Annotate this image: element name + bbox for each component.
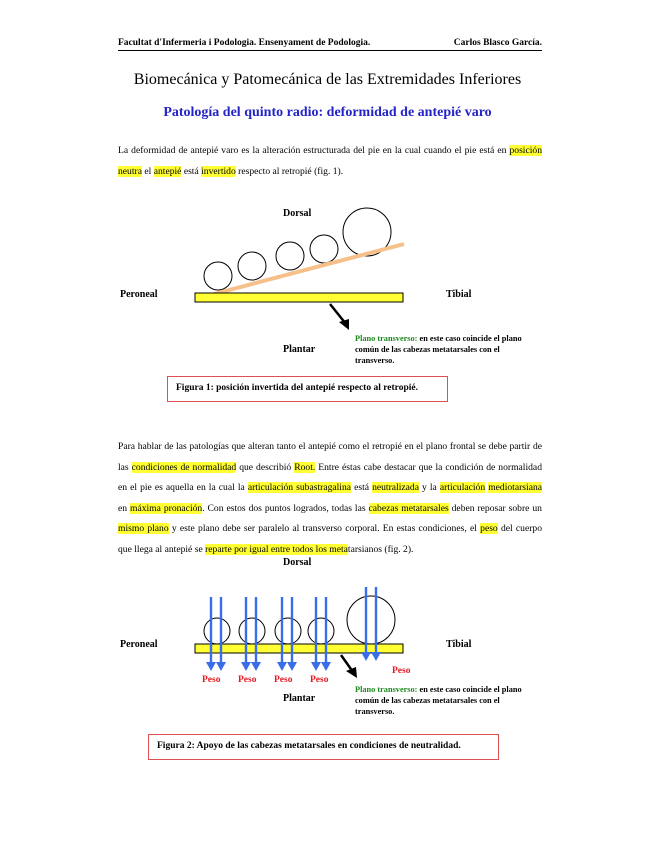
p2-text: del cuerpo que llega al antepié se xyxy=(118,523,542,555)
highlight-art-subastragalina: articulación subastragalina xyxy=(247,482,352,493)
fig2-head-4 xyxy=(308,618,334,644)
fig2-head-2 xyxy=(239,618,265,644)
fig2-note-text: en este caso coincide el plano común de las cabezas metatarsales con el transverso. xyxy=(355,685,522,716)
fig1-label-plantar: Plantar xyxy=(283,344,316,355)
paragraph-2 xyxy=(118,437,542,560)
fig2-weight-arrows xyxy=(206,587,381,671)
fig1-transverse-bar xyxy=(195,293,403,302)
fig1-label-tibial: Tibial xyxy=(446,289,472,300)
header-right: Carlos Blasco García. xyxy=(453,38,542,48)
peso-label-1: Peso xyxy=(202,675,221,685)
p2-text: de las xyxy=(118,441,542,473)
highlight-condiciones-normalidad: condiciones de normalidad xyxy=(131,461,237,473)
p2-text: está xyxy=(351,482,373,493)
fig2-head-1 xyxy=(204,618,230,644)
highlight-reparte: reparte por igual entre todos los meta xyxy=(205,543,348,555)
highlight-articulacion: articulación xyxy=(439,482,486,493)
highlight-root: Root. xyxy=(294,461,316,473)
fig2-label-tibial: Tibial xyxy=(446,639,472,650)
p2-text: Entre éstas cabe destacar que la condición de xyxy=(315,461,496,473)
fig2-note-title: Plano transverso: xyxy=(355,685,418,694)
header-left: Facultat d'Infermeria i Podologia. Ensenyament de Podologia. xyxy=(118,38,371,48)
fig2-label-plantar: Plantar xyxy=(283,693,316,704)
fig1-note-title: Plano transverso: xyxy=(355,334,418,343)
p2-text: normalidad en el pie es aquella en la cual la xyxy=(118,461,542,493)
fig1-label-peroneal: Peroneal xyxy=(120,289,158,300)
fig1-oblique-plane xyxy=(214,244,404,294)
highlight-peso: peso xyxy=(480,523,498,534)
highlight-cabezas-metatarsales: cabezas metatarsales xyxy=(368,502,449,514)
peso-label-4: Peso xyxy=(310,675,329,685)
fig2-transverse-note xyxy=(355,684,525,717)
highlight-mismo-plano: mismo plano xyxy=(118,523,169,534)
p2-text: y este plano debe ser paralelo al transverso corporal. En estas condiciones, xyxy=(168,523,467,534)
p2-text: en xyxy=(118,502,130,514)
fig1-metatarsal-heads xyxy=(204,208,391,290)
p2-text: . Con estos dos puntos logrados, todas las xyxy=(202,502,369,514)
fig2-transverse-bar xyxy=(195,644,403,653)
highlight-maxima-pronacion: máxima pronación xyxy=(130,502,203,514)
highlight-posicion-neutra: posición neutra xyxy=(118,145,542,177)
document-title: Biomecánica y Patomecánica de las Extremidades Inferiores xyxy=(133,71,522,88)
peso-label-3: Peso xyxy=(274,675,293,685)
fig1-head-1 xyxy=(204,262,232,290)
p1-text: el xyxy=(141,165,154,177)
p2-text: deben xyxy=(448,502,475,514)
peso-label-2: Peso xyxy=(238,675,257,685)
fig1-arrow-head xyxy=(339,319,349,330)
p2-text: el xyxy=(469,523,481,534)
fig1-label-dorsal: Dorsal xyxy=(283,208,312,219)
p2-text: y la xyxy=(418,482,440,493)
fig2-label-peroneal: Peroneal xyxy=(120,639,158,650)
p2-text: Para hablar de las patologías que alteran tanto el antepié como el retropié en el plano frontal se debe partir xyxy=(118,441,531,452)
fig1-head-4 xyxy=(310,235,338,263)
fig2-head-5 xyxy=(347,596,395,644)
fig1-head-2 xyxy=(238,252,266,280)
fig1-transverse-note xyxy=(355,333,525,366)
fig2-label-dorsal: Dorsal xyxy=(283,557,312,568)
highlight-neutralizada: neutralizada xyxy=(372,482,419,493)
p2-text: que describió xyxy=(236,461,295,473)
fig1-head-3 xyxy=(276,242,304,270)
fig1-note-text: en este caso coincide el plano común de las cabezas metatarsales con el transverso. xyxy=(355,334,522,365)
highlight-antepie: antepié xyxy=(153,165,182,177)
p1-line1: La deformidad de antepié varo es la alteración estructurada del pie en la cual cuando el pie está en xyxy=(118,145,507,156)
figure-1-caption: Figura 1: posición invertida del antepié respecto al retropié. xyxy=(167,376,448,402)
highlight-mediotarsiana: mediotarsiana xyxy=(488,482,543,493)
figure-2-caption: Figura 2: Apoyo de las cabezas metatarsales en condiciones de neutralidad. xyxy=(148,734,499,760)
p2-text: reposar sobre un xyxy=(477,502,542,514)
highlight-invertido: invertido xyxy=(201,165,236,177)
fig2-head-3 xyxy=(275,618,301,644)
p1-text: respecto al retropié (fig. 1). xyxy=(235,165,344,177)
section-subtitle: Patología del quinto radio: deformidad de antepié varo xyxy=(163,105,492,120)
peso-label-5: Peso xyxy=(392,666,411,676)
p1-text: está xyxy=(181,165,202,177)
p2-text: tarsianos (fig. 2). xyxy=(347,543,414,555)
